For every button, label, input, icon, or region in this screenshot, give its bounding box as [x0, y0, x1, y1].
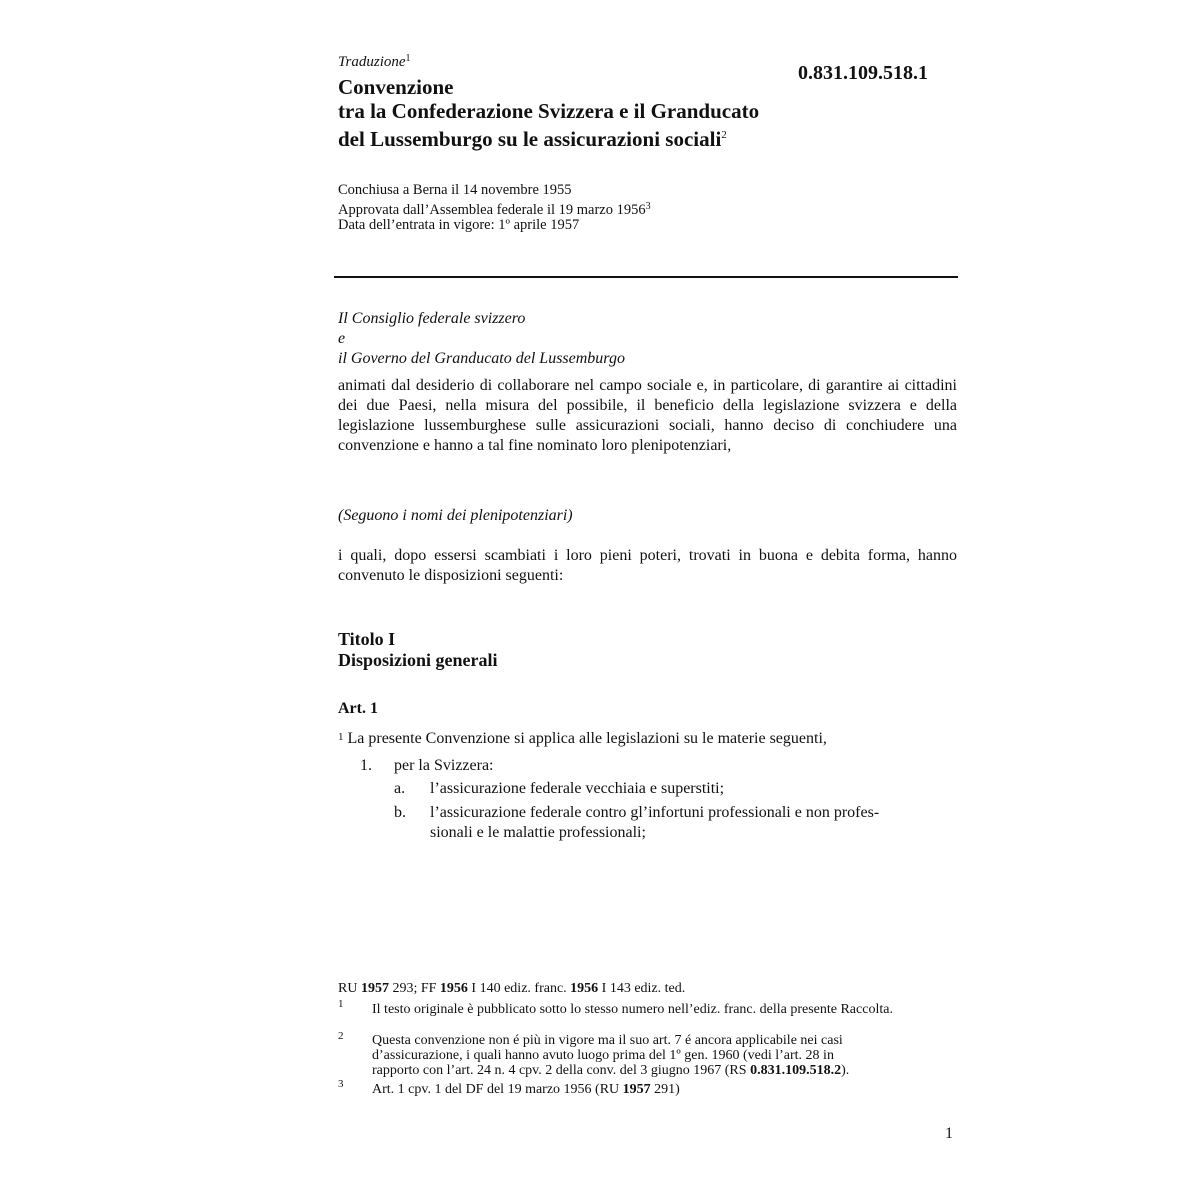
- footnote-text: Il testo originale è pubblicato sotto lo stesso numero nell’ediz. franc. della presente Raccolta.: [372, 1002, 893, 1017]
- preamble-text: animati dal desiderio di collaborare nel campo sociale e, in particolare, di garantire ai cittadini dei due Paesi, nella misura del possibile, il beneficio della legislazione svizzera e della legislazione lussemburghese sulle assicurazioni sociali, hanno deciso di conchiudere una convenzione e hanno a tal fine nominato loro plenipotenziari,: [338, 377, 957, 454]
- sublist-item-letter: a.: [394, 780, 406, 797]
- agreement-text: i quali, dopo essersi scambiati i loro pieni poteri, trovati in buona e debita forma, hanno convenuto le disposizioni seguenti:: [338, 547, 957, 584]
- source-reference: RU 1957 293; FF 1956 I 140 ediz. franc. 1956 I 143 ediz. ted.: [338, 981, 686, 996]
- article-heading: Art. 1: [338, 700, 378, 717]
- translation-label: Traduzione$^1$: [338, 53, 411, 70]
- footnote-ref-3[interactable]: 3: [645, 200, 651, 212]
- footnote-number: 3: [338, 1078, 344, 1090]
- header-divider: [334, 276, 958, 278]
- preamble-parties: Il Consiglio federale svizzero e il Governo del Granducato del Lussemburgo: [338, 310, 625, 367]
- title-heading: Titolo I Disposizioni generali: [338, 629, 498, 670]
- approved-date: Approvata dall’Assemblea federale il 19 marzo 1956$^3$: [338, 200, 651, 218]
- plenipotentiaries-note: (Seguono i nomi dei plenipotenziari): [338, 507, 573, 524]
- cross-reference-link[interactable]: 0.831.109.518.2: [750, 1063, 842, 1078]
- footnote-number: 1: [338, 998, 344, 1010]
- sublist-item-text: l’assicurazione federale vecchiaia e superstiti;: [430, 780, 725, 797]
- list-item-number: 1.: [360, 757, 372, 774]
- footnote-number: 2: [338, 1030, 344, 1042]
- footnote-text: Art. 1 cpv. 1 del DF del 19 marzo 1956 (RU 1957 291): [372, 1082, 680, 1097]
- footnote-ref-2[interactable]: 2: [721, 129, 727, 141]
- article-paragraph: 1 La presente Convenzione si applica alle legislazioni su le materie seguenti,: [338, 730, 827, 747]
- concluded-date: Conchiusa a Berna il 14 novembre 1955: [338, 182, 572, 198]
- footnote-ref-1[interactable]: 1: [405, 53, 411, 64]
- footnote-text: Questa convenzione non é più in vigore ma il suo art. 7 é ancora applicabile nei casi d’assicurazione, i quali hanno avuto luogo prima del 1º gen. 1960 (vedi l’art. 28 in rapporto con l’art. 24 n. 4 cpv. 2 della conv. del 3 giugno 1967 (RS 0.831.109.518.2).: [372, 1033, 850, 1078]
- document-title: Convenzione tra la Confederazione Svizzera e il Granducato del Lussemburgo su le assicurazioni sociali$^2$: [338, 75, 760, 151]
- sublist-item-text: l’assicurazione federale contro gl’infortuni professionali e non profes- sionali e le malattie professionali;: [430, 804, 880, 841]
- sublist-item-letter: b.: [394, 804, 406, 821]
- page-number: 1: [945, 1125, 953, 1142]
- in-force-date: Data dell’entrata in vigore: 1º aprile 1957: [338, 217, 580, 233]
- list-item-text: per la Svizzera:: [394, 757, 494, 774]
- document-metadata: [338, 183, 651, 234]
- sr-number: 0.831.109.518.1: [798, 62, 928, 84]
